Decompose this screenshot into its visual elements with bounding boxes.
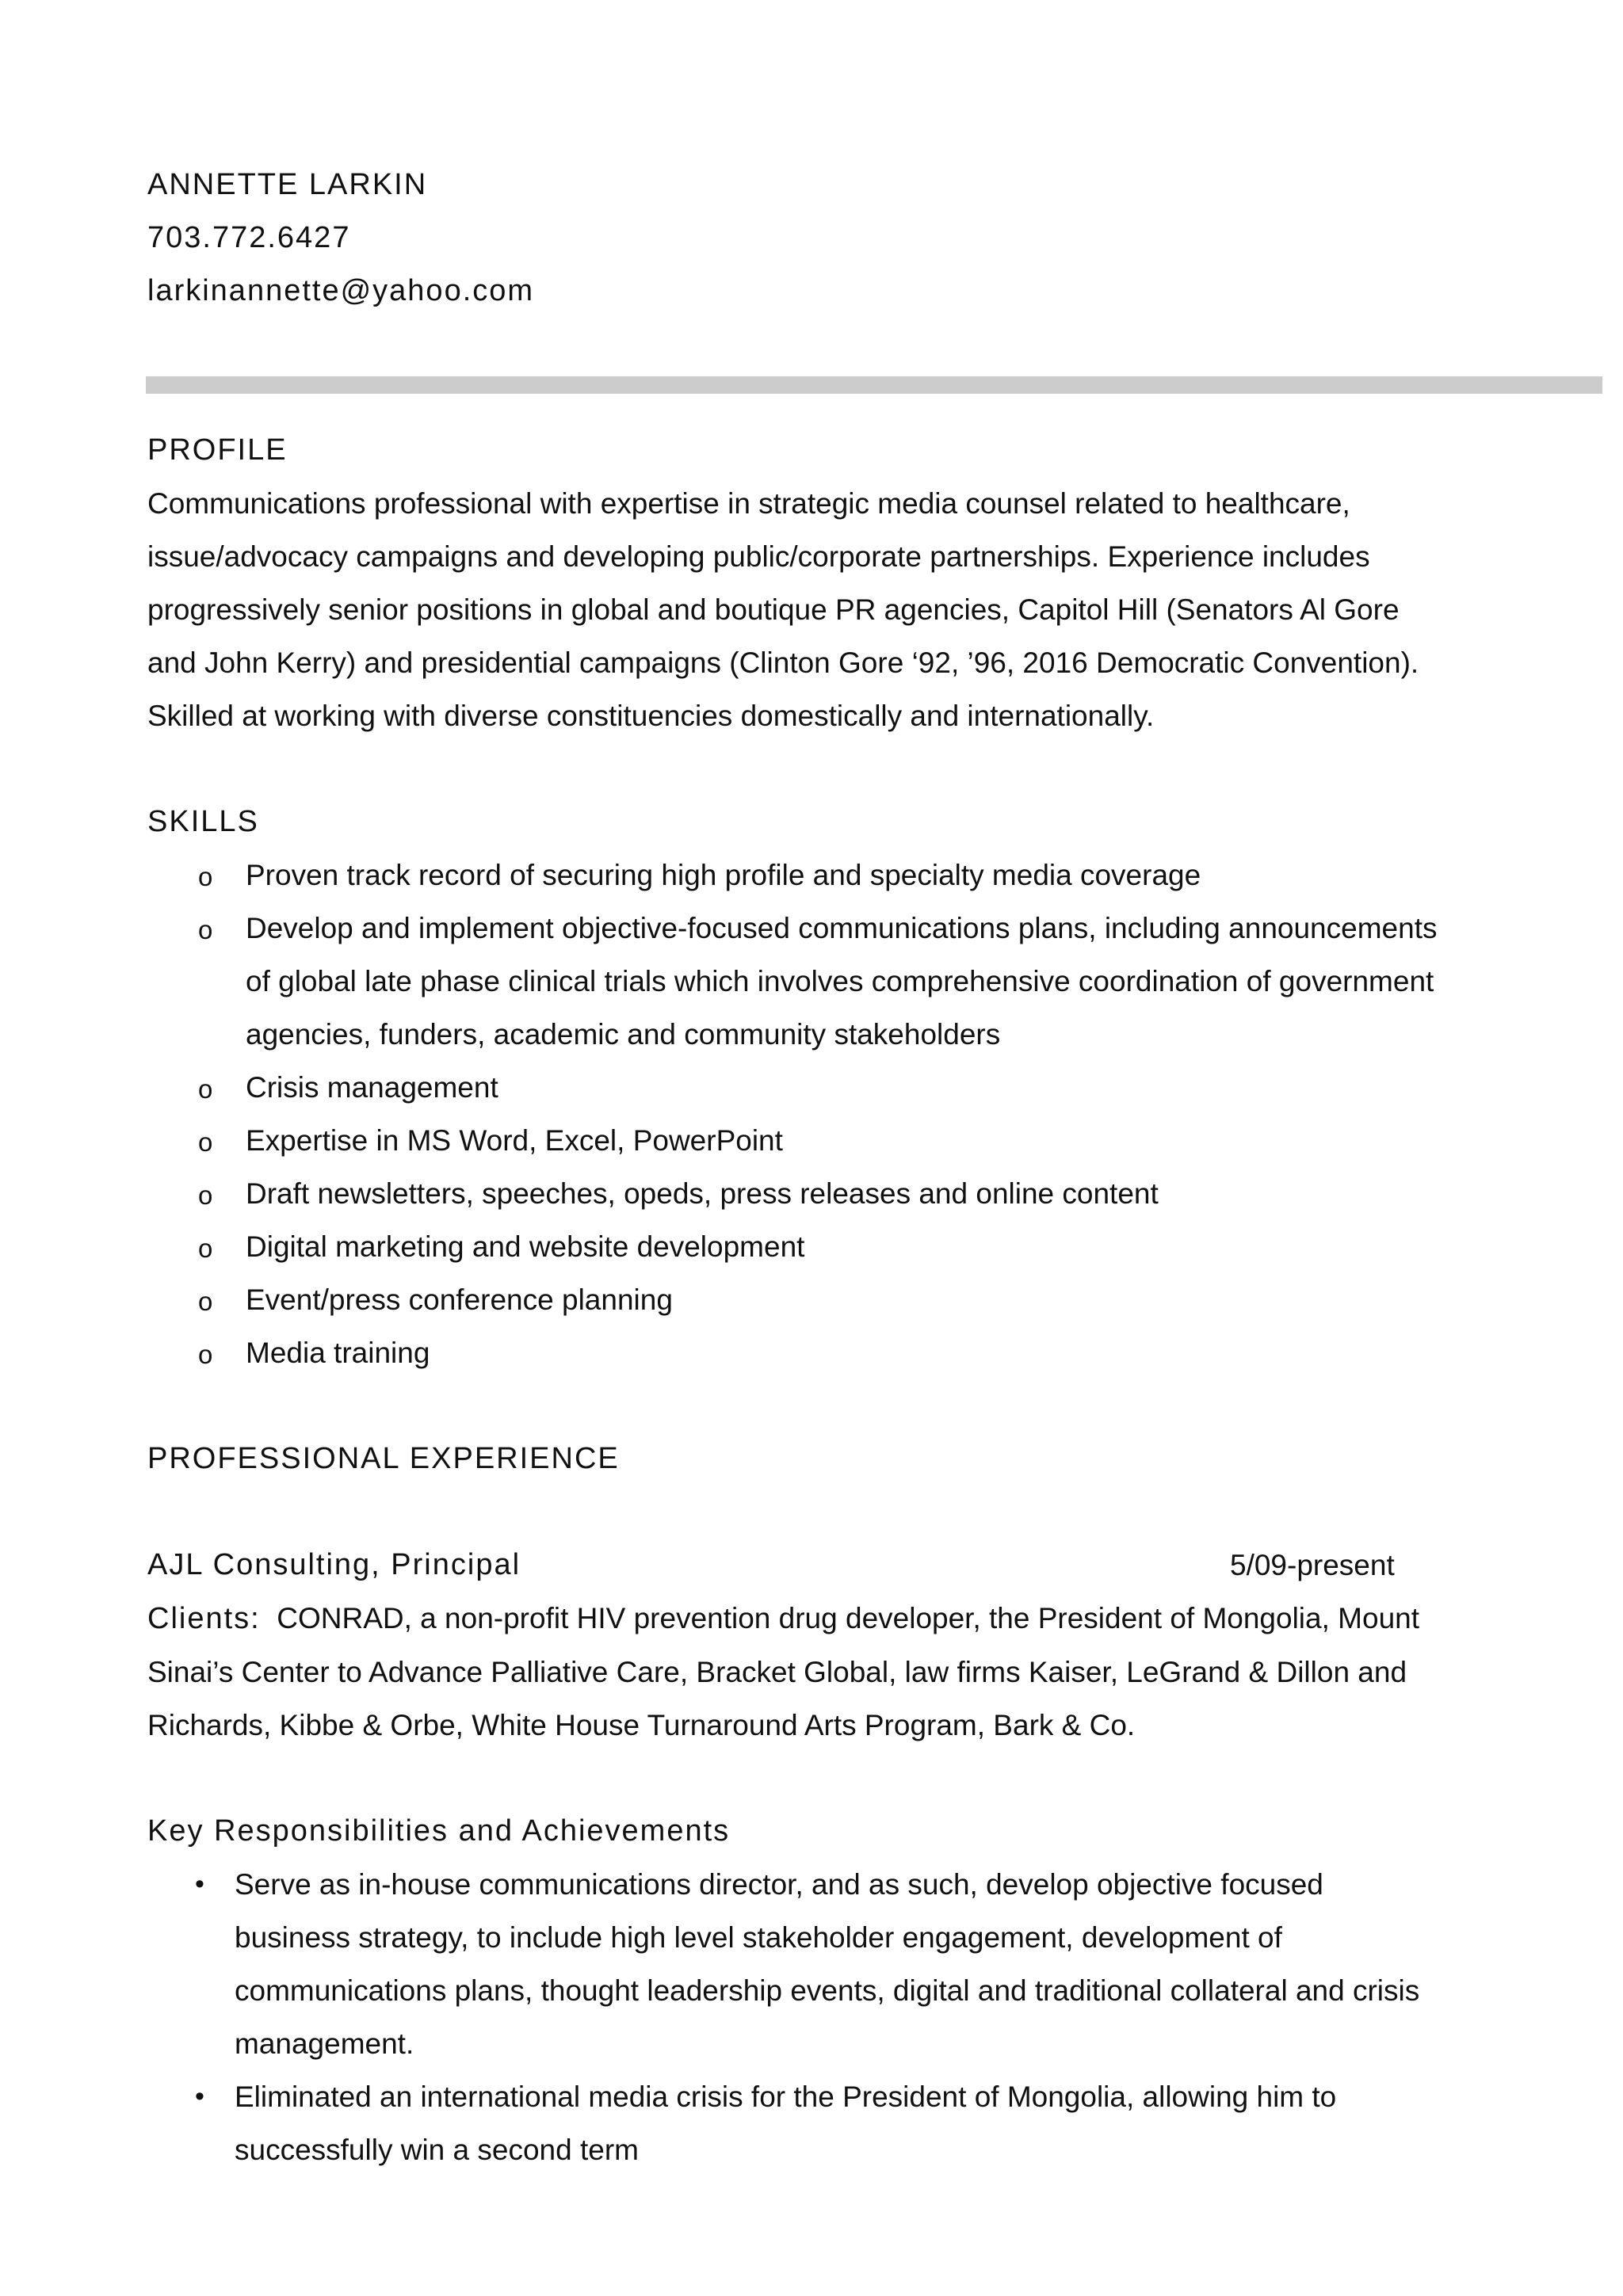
profile-title: PROFILE bbox=[147, 433, 288, 467]
clients-label: Clients: bbox=[147, 1602, 261, 1635]
bullet-icon: • bbox=[195, 2081, 204, 2111]
experience-section bbox=[147, 1432, 1598, 2176]
skill-text: of global late phase clinical trials which involves comprehensive coordination of government bbox=[246, 965, 1434, 997]
responsibilities-list bbox=[147, 1858, 1598, 2176]
circle-bullet-icon: o bbox=[198, 1127, 213, 1157]
responsibility-item bbox=[147, 1858, 1598, 2070]
profile-line: Communications professional with expertise in strategic media counsel related to healthcare, bbox=[147, 487, 1350, 520]
profile-section bbox=[147, 424, 1598, 742]
skill-item bbox=[147, 1220, 1598, 1273]
profile-line: Skilled at working with diverse constituencies domestically and internationally. bbox=[147, 700, 1155, 732]
skill-item bbox=[147, 1167, 1598, 1220]
job-header bbox=[147, 1539, 1598, 1592]
skill-text: Digital marketing and website development bbox=[246, 1230, 805, 1263]
skill-text: Develop and implement objective-focused communications plans, including announcements bbox=[246, 912, 1438, 944]
skills-title: SKILLS bbox=[147, 805, 259, 838]
job-date: 5/09-present bbox=[1230, 1549, 1395, 1581]
profile-line: issue/advocacy campaigns and developing public/corporate partnerships. Experience includes bbox=[147, 540, 1370, 573]
experience-title: PROFESSIONAL EXPERIENCE bbox=[147, 1442, 620, 1475]
skill-item bbox=[147, 1061, 1598, 1114]
candidate-phone: 703.772.6427 bbox=[147, 221, 351, 254]
skill-text: Proven track record of securing high profile and specialty media coverage bbox=[246, 859, 1201, 891]
profile-line: progressively senior positions in global and boutique PR agencies, Capitol Hill (Senators Al Gore bbox=[147, 593, 1400, 626]
skill-text: Media training bbox=[246, 1337, 430, 1369]
circle-bullet-icon: o bbox=[198, 1287, 213, 1316]
clients-line: Sinai’s Center to Advance Palliative Care, Bracket Global, law firms Kaiser, LeGrand & Dillon and bbox=[147, 1656, 1407, 1688]
contact-header bbox=[147, 158, 1598, 318]
skill-item bbox=[147, 902, 1598, 1061]
responsibility-text: Serve as in-house communications director, and as such, develop objective focused bbox=[235, 1868, 1323, 1901]
circle-bullet-icon: o bbox=[198, 1180, 213, 1210]
profile-line: and John Kerry) and presidential campaigns (Clinton Gore ‘92, ’96, 2016 Democratic Convention). bbox=[147, 646, 1419, 679]
clients-line bbox=[147, 1592, 1598, 1646]
circle-bullet-icon: o bbox=[198, 862, 213, 891]
responsibility-text: successfully win a second term bbox=[235, 2134, 639, 2166]
candidate-name: ANNETTE LARKIN bbox=[147, 168, 428, 201]
skill-item bbox=[147, 1114, 1598, 1167]
responsibilities-title: Key Responsibilities and Achievements bbox=[147, 1814, 731, 1848]
candidate-email: larkinannette@yahoo.com bbox=[147, 274, 535, 307]
resume-page bbox=[147, 158, 1598, 2176]
circle-bullet-icon: o bbox=[198, 915, 213, 944]
clients-text: CONRAD, a non-profit HIV prevention drug developer, the President of Mongolia, Mount bbox=[277, 1602, 1419, 1634]
clients-line: Richards, Kibbe & Orbe, White House Turnaround Arts Program, Bark & Co. bbox=[147, 1709, 1136, 1741]
circle-bullet-icon: o bbox=[198, 1074, 213, 1104]
skill-text: agencies, funders, academic and community stakeholders bbox=[246, 1018, 1001, 1051]
responsibility-text: communications plans, thought leadership events, digital and traditional collateral and crisis bbox=[235, 1974, 1420, 2007]
bullet-icon: • bbox=[195, 1869, 204, 1899]
responsibility-text: Eliminated an international media crisis for the President of Mongolia, allowing him to bbox=[235, 2081, 1337, 2113]
skill-item bbox=[147, 1326, 1598, 1379]
skills-list bbox=[147, 849, 1598, 1379]
skill-text: Expertise in MS Word, Excel, PowerPoint bbox=[246, 1124, 783, 1157]
skills-section bbox=[147, 795, 1598, 1379]
skill-text: Crisis management bbox=[246, 1071, 498, 1104]
responsibility-item bbox=[147, 2070, 1598, 2176]
circle-bullet-icon: o bbox=[198, 1234, 213, 1263]
skill-text: Draft newsletters, speeches, opeds, press releases and online content bbox=[246, 1177, 1159, 1210]
skill-item bbox=[147, 849, 1598, 902]
skill-item bbox=[147, 1273, 1598, 1326]
skill-text: Event/press conference planning bbox=[246, 1283, 673, 1316]
responsibility-text: management. bbox=[235, 2027, 414, 2060]
responsibility-text: business strategy, to include high level stakeholder engagement, development of bbox=[235, 1921, 1282, 1954]
circle-bullet-icon: o bbox=[198, 1340, 213, 1369]
job-title: AJL Consulting, Principal bbox=[147, 1548, 521, 1581]
